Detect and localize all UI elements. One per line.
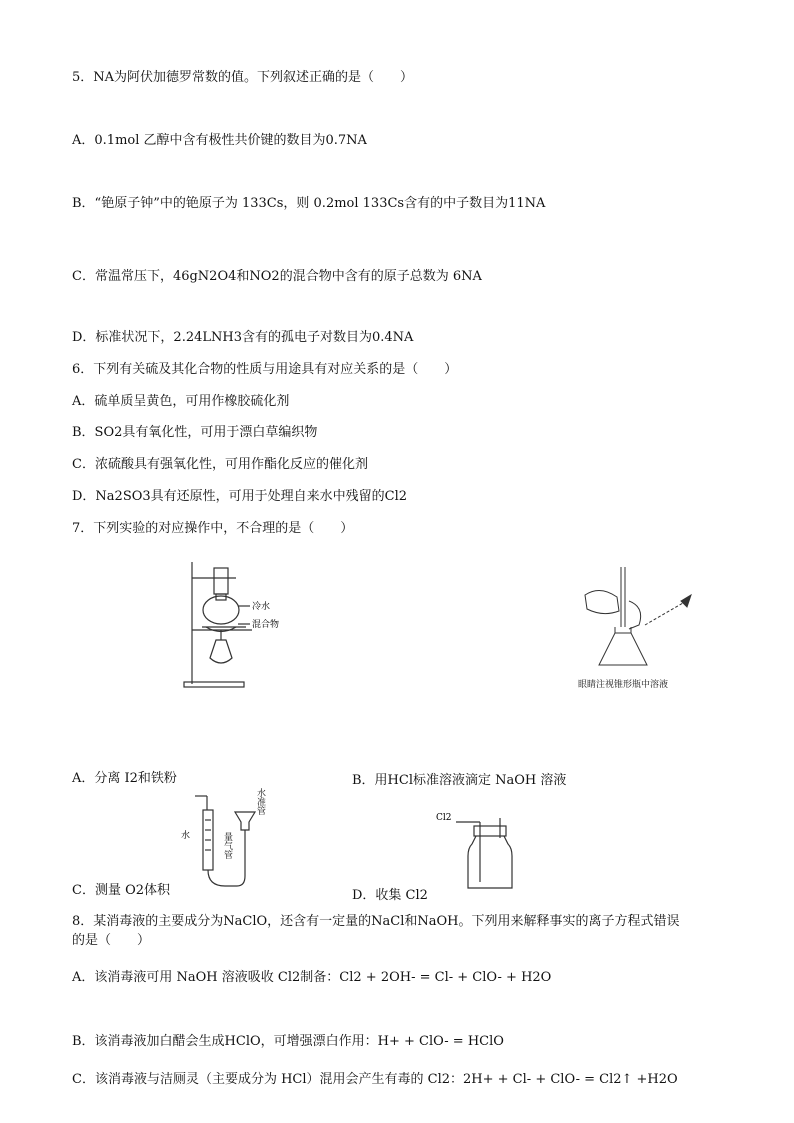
q8-stem-line1: 8．某消毒液的主要成分为NaClO，还含有一定量的NaCl和NaOH。下列用来解释事实的离子方程式错误 <box>72 914 680 929</box>
q5-stem: 5．NA为阿伏加德罗常数的值。下列叙述正确的是（ ） <box>72 70 414 85</box>
fig-d-label-chlorine: Cl2 <box>436 813 452 823</box>
q8-option-c: C．该消毒液与洁厕灵（主要成分为 HCl）混用会产生有毒的 Cl2：2H+ + Cl- + ClO- = Cl2↑ +H2O <box>72 1072 678 1087</box>
fig-c-label-water: 水 <box>181 831 191 841</box>
q7-stem: 7．下列实验的对应操作中，不合理的是（ ） <box>72 521 354 536</box>
q5-option-c: C．常温常压下，46gN2O4和NO2的混合物中含有的原子总数为 6NA <box>72 269 482 284</box>
fig-c-label-leveling-tube: 水准管 <box>255 788 265 815</box>
q7-option-a: A．分离 I2和铁粉 <box>72 771 177 786</box>
fig-a-label-mixture: 混合物 <box>252 620 280 630</box>
q5-option-d: D．标准状况下，2.24LNH3含有的孤电子对数目为0.4NA <box>72 330 414 345</box>
titration-figure <box>575 565 710 675</box>
q7-option-c: C．测量 O2体积 <box>72 883 171 898</box>
q7-option-b: B．用HCl标准溶液滴定 NaOH 溶液 <box>352 773 567 788</box>
q7-option-d: D．收集 Cl2 <box>352 888 428 903</box>
q8-stem-line2: 的是（ ） <box>72 933 151 948</box>
q6-stem: 6．下列有关硫及其化合物的性质与用途具有对应关系的是（ ） <box>72 362 458 377</box>
fig-b-caption-text: 眼睛注视锥形瓶中溶液 <box>578 680 669 690</box>
gas-collection-bottle-figure <box>436 808 526 892</box>
q8-option-b: B．该消毒液加白醋会生成HClO，可增强漂白作用：H+ + ClO- = HClO <box>72 1034 504 1049</box>
q6-option-d: D．Na2SO3具有还原性，可用于处理自来水中残留的Cl2 <box>72 489 408 504</box>
q8-option-a: A．该消毒液可用 NaOH 溶液吸收 Cl2制备：Cl2 + 2OH- = Cl- + ClO- + H2O <box>72 970 552 985</box>
fig-a-label-cold-water: 冷水 <box>252 602 271 612</box>
q6-option-b: B．SO2具有氧化性，可用于漂白草编织物 <box>72 425 318 440</box>
q5-option-b: B．“铯原子钟”中的铯原子为 133Cs，则 0.2mol 133Cs含有的中子数目为11NA <box>72 196 546 211</box>
fig-c-label-burette: 量气管 <box>222 832 232 859</box>
q6-option-a: A．硫单质呈黄色，可用作橡胶硫化剂 <box>72 394 290 409</box>
q5-option-a: A．0.1mol 乙醇中含有极性共价键的数目为0.7NA <box>72 133 367 148</box>
q6-option-c: C．浓硫酸具有强氧化性，可用作酯化反应的催化剂 <box>72 457 368 472</box>
sublimation-apparatus-figure <box>180 558 290 690</box>
